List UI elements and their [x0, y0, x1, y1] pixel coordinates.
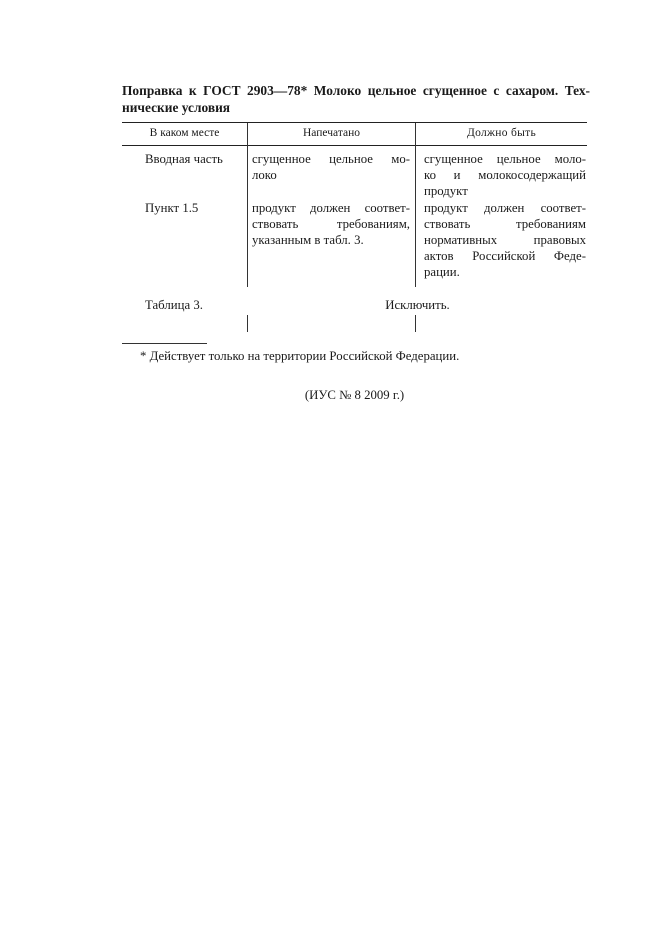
- row1-should-be: [424, 151, 586, 199]
- column-divider-1-lower: [247, 315, 248, 332]
- row2-printed-line1: продукт должен соответ-: [252, 201, 410, 215]
- row2-should-be: [424, 200, 586, 280]
- header-place: В каком месте: [149, 127, 220, 139]
- row1-should-be-line3: продукт: [424, 184, 468, 198]
- row1-printed-line1: сгущенное цельное мо-: [252, 152, 410, 166]
- row1-should-be-line1: сгущенное цельное моло-: [424, 152, 586, 166]
- column-divider-2-lower: [415, 315, 416, 332]
- title-line-1: Поправка к ГОСТ 2903—78* Молоко цельное сгущенное с сахаром. Тех-: [122, 83, 590, 98]
- row2-printed-line2: ствовать требованиям,: [252, 217, 410, 231]
- amendment-title: [122, 82, 590, 116]
- row3-merged-action: Исключить.: [385, 298, 450, 312]
- row1-place: Вводная часть: [145, 152, 223, 166]
- footnote-rule: [122, 343, 207, 344]
- row2-printed-line3: указанным в табл. 3.: [252, 233, 364, 247]
- row3-place: Таблица 3.: [145, 298, 203, 312]
- column-divider-1: [247, 123, 248, 287]
- header-should-be: Должно быть: [466, 127, 537, 139]
- row1-printed-line2: локо: [252, 168, 277, 182]
- source-reference: (ИУС № 8 2009 г.): [304, 388, 405, 402]
- row2-should-be-line3: нормативных правовых: [424, 233, 586, 247]
- row1-printed: [252, 151, 410, 183]
- row2-should-be-line2: ствовать требованиям: [424, 217, 586, 231]
- row1-should-be-line2: ко и молокосодержащий: [424, 168, 586, 182]
- footnote: * Действует только на территории Российской Федерации.: [140, 349, 460, 363]
- column-divider-2: [415, 123, 416, 287]
- title-line-2: нические условия: [122, 100, 231, 115]
- row2-printed: [252, 200, 410, 248]
- row2-should-be-line5: рации.: [424, 265, 460, 279]
- table-header-rule: [122, 145, 587, 146]
- row2-place: Пункт 1.5: [145, 201, 199, 215]
- row2-should-be-line1: продукт должен соответ-: [424, 201, 586, 215]
- row2-should-be-line4: актов Российской Феде-: [424, 249, 586, 263]
- header-printed: Напечатано: [303, 127, 360, 139]
- table-top-rule: [122, 122, 587, 123]
